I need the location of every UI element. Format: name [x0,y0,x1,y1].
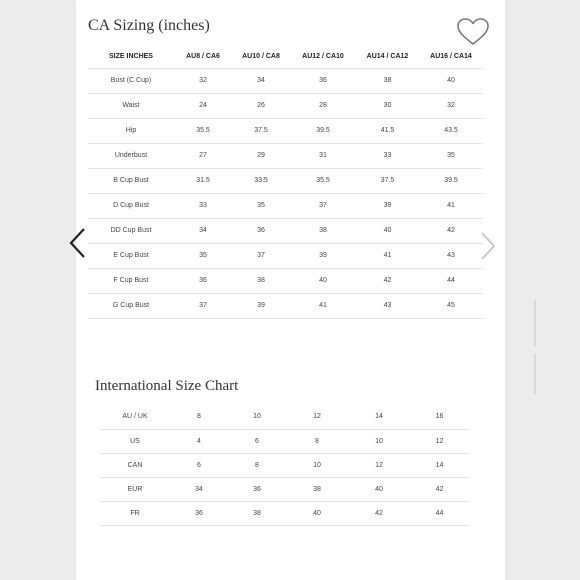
table-cell: 38 [228,501,286,525]
table-cell: 35 [232,193,290,218]
table-cell: 38 [290,218,356,243]
table-row [100,405,469,429]
table-cell: 33 [356,143,419,168]
table-cell: 33 [174,193,232,218]
table-cell: 8 [170,405,228,429]
table-header-row [88,46,483,68]
table-cell: 38 [356,68,419,93]
table-cell: 10 [228,405,286,429]
table-cell: 43 [419,243,483,268]
table-cell: 35 [419,143,483,168]
table-cell: 14 [348,405,410,429]
table-cell: 29 [232,143,290,168]
table-cell: 8 [286,429,348,453]
table-cell: 33.5 [232,168,290,193]
table-cell: 24 [174,93,232,118]
column-header: AU10 / CA8 [232,46,290,68]
table-cell: 6 [170,453,228,477]
table-cell: 39 [290,243,356,268]
table-cell: 39.5 [290,118,356,143]
scrollbar-track-mark [534,354,536,394]
table-cell: 37.5 [232,118,290,143]
row-label: G Cup Bust [88,293,174,318]
table-cell: 30 [356,93,419,118]
row-label: AU / UK [100,405,170,429]
table-cell: 36 [174,268,232,293]
table-row [100,501,469,525]
table-row [88,268,483,293]
table-cell: 36 [232,218,290,243]
table-row [88,118,483,143]
table-cell: 12 [410,429,469,453]
chevron-right-icon[interactable] [477,230,499,262]
table-cell: 10 [286,453,348,477]
table-row [88,143,483,168]
table-cell: 42 [348,501,410,525]
row-label: B Cup Bust [88,168,174,193]
table-cell: 38 [232,268,290,293]
table-row [88,193,483,218]
table-cell: 40 [290,268,356,293]
table-cell: 12 [286,405,348,429]
table-cell: 39.5 [419,168,483,193]
table-row [88,293,483,318]
table-cell: 41.5 [356,118,419,143]
column-header: AU8 / CA6 [174,46,232,68]
column-header: AU14 / CA12 [356,46,419,68]
chevron-left-icon[interactable] [66,226,90,260]
table-cell: 8 [228,453,286,477]
table-cell: 41 [290,293,356,318]
table-cell: 41 [419,193,483,218]
table-cell: 37.5 [356,168,419,193]
column-header: AU16 / CA14 [419,46,483,68]
international-size-chart-title: International Size Chart [95,378,239,394]
column-header: SIZE INCHES [88,46,174,68]
table-cell: 42 [356,268,419,293]
row-label: Hip [88,118,174,143]
table-cell: 31 [290,143,356,168]
table-cell: 44 [410,501,469,525]
table-cell: 40 [356,218,419,243]
table-cell: 43.5 [419,118,483,143]
table-cell: 36 [170,501,228,525]
table-cell: 34 [170,477,228,501]
table-row [88,218,483,243]
table-row [88,93,483,118]
row-label: D Cup Bust [88,193,174,218]
row-label: E Cup Bust [88,243,174,268]
table-row [88,68,483,93]
table-cell: 10 [348,429,410,453]
table-cell: 6 [228,429,286,453]
table-cell: 41 [356,243,419,268]
table-cell: 35.5 [174,118,232,143]
table-cell: 26 [232,93,290,118]
table-cell: 39 [232,293,290,318]
row-label: Waist [88,93,174,118]
international-size-table [100,405,469,526]
table-cell: 27 [174,143,232,168]
row-label: F Cup Bust [88,268,174,293]
table-cell: 37 [290,193,356,218]
table-row [100,453,469,477]
row-label: Bust (C Cup) [88,68,174,93]
table-cell: 37 [174,293,232,318]
table-row [100,429,469,453]
table-cell: 36 [290,68,356,93]
table-cell: 16 [410,405,469,429]
table-cell: 34 [232,68,290,93]
table-cell: 37 [232,243,290,268]
table-cell: 40 [419,68,483,93]
scrollbar-track-mark [534,300,536,346]
ca-sizing-title: CA Sizing (inches) [88,17,210,34]
table-cell: 35 [174,243,232,268]
table-cell: 4 [170,429,228,453]
table-cell: 32 [174,68,232,93]
table-row [88,243,483,268]
row-label: US [100,429,170,453]
table-cell: 28 [290,93,356,118]
ca-sizing-table [88,46,483,319]
table-cell: 32 [419,93,483,118]
table-cell: 34 [174,218,232,243]
table-row [88,168,483,193]
table-cell: 45 [419,293,483,318]
column-header: AU12 / CA10 [290,46,356,68]
table-cell: 12 [348,453,410,477]
table-cell: 38 [286,477,348,501]
table-cell: 43 [356,293,419,318]
table-cell: 14 [410,453,469,477]
table-cell: 40 [348,477,410,501]
table-cell: 39 [356,193,419,218]
table-row [100,477,469,501]
row-label: Underbust [88,143,174,168]
heart-outline-icon[interactable] [456,17,490,47]
table-cell: 40 [286,501,348,525]
row-label: CAN [100,453,170,477]
table-cell: 42 [419,218,483,243]
row-label: DD Cup Bust [88,218,174,243]
table-cell: 36 [228,477,286,501]
row-label: FR [100,501,170,525]
table-cell: 44 [419,268,483,293]
table-cell: 42 [410,477,469,501]
table-cell: 31.5 [174,168,232,193]
table-cell: 35.5 [290,168,356,193]
row-label: EUR [100,477,170,501]
